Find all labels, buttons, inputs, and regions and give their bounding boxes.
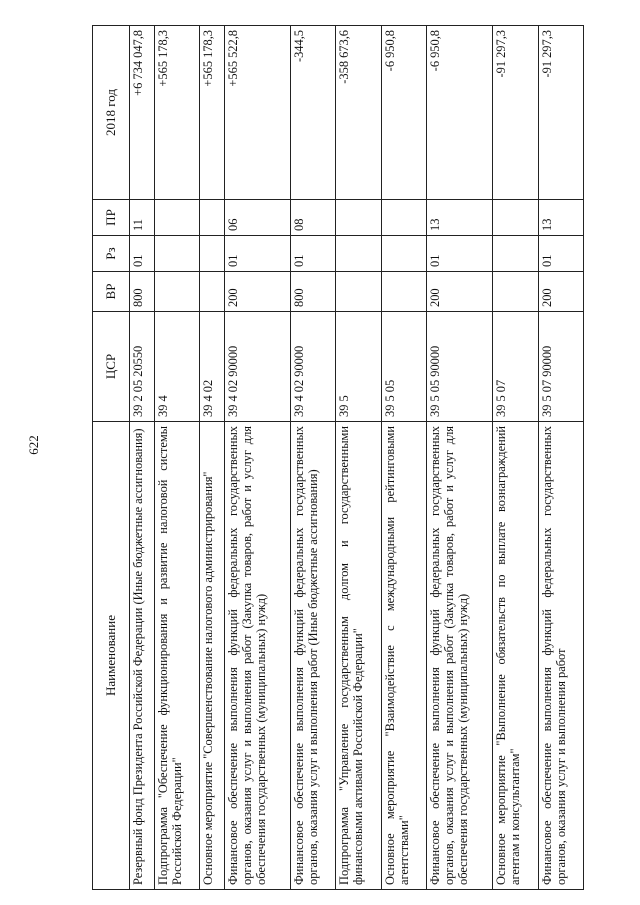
- row-csr: 39 5 05 90000: [427, 312, 493, 422]
- row-rz: 01: [538, 236, 583, 272]
- row-vr: 800: [130, 272, 155, 312]
- row-rz: [336, 236, 381, 272]
- row-amount: +565 178,3: [154, 26, 199, 200]
- row-csr: 39 5 07: [493, 312, 538, 422]
- header-csr: ЦСР: [93, 312, 130, 422]
- table-row: [225, 26, 291, 890]
- row-csr: 39 5 07 90000: [538, 312, 583, 422]
- row-rz: 01: [427, 236, 493, 272]
- row-pr: 13: [427, 200, 493, 236]
- row-vr: [200, 272, 225, 312]
- row-pr: 13: [538, 200, 583, 236]
- row-pr: [154, 200, 199, 236]
- page-number: 622: [26, 435, 41, 455]
- row-rz: 01: [225, 236, 291, 272]
- row-csr: 39 4 02 90000: [225, 312, 291, 422]
- row-vr: 200: [538, 272, 583, 312]
- table-row: [200, 26, 225, 890]
- row-csr: 39 5: [336, 312, 381, 422]
- row-name: Основное мероприятие "Взаимодействие с международными рейтинговыми агентствами": [381, 422, 426, 890]
- row-pr: 08: [291, 200, 336, 236]
- row-amount: -6 950,8: [427, 26, 493, 200]
- header-name: Наименование: [93, 422, 130, 890]
- row-pr: [200, 200, 225, 236]
- table-row: [427, 26, 493, 890]
- row-csr: 39 4 02 90000: [291, 312, 336, 422]
- row-name: Подпрограмма "Обеспечение функционирования и развитие налоговой системы Российской Федерации": [154, 422, 199, 890]
- table-row: [154, 26, 199, 890]
- row-name: Подпрограмма "Управление государственным долгом и государственными финансовыми активами Российской Федерации": [336, 422, 381, 890]
- row-pr: [493, 200, 538, 236]
- row-vr: [381, 272, 426, 312]
- row-name: Основное мероприятие "Совершенствование налогового администрирования": [200, 422, 225, 890]
- row-vr: 800: [291, 272, 336, 312]
- table-row: [291, 26, 336, 890]
- row-pr: [381, 200, 426, 236]
- table-row: [538, 26, 583, 890]
- row-amount: +565 522,8: [225, 26, 291, 200]
- row-amount: -91 297,3: [493, 26, 538, 200]
- row-name: Финансовое обеспечение выполнения функций федеральных государственных органов, оказания услуг и выполнения работ (Иные бюджетные ассигнования): [291, 422, 336, 890]
- table-row: [493, 26, 538, 890]
- header-year: 2018 год: [93, 26, 130, 200]
- row-csr: 39 2 05 20550: [130, 312, 155, 422]
- row-csr: 39 4 02: [200, 312, 225, 422]
- row-csr: 39 5 05: [381, 312, 426, 422]
- row-csr: 39 4: [154, 312, 199, 422]
- row-name: Резервный фонд Президента Российской Федерации (Иные бюджетные ассигнования): [130, 422, 155, 890]
- row-name: Финансовое обеспечение выполнения функций федеральных государственных органов, оказания услуг и выполнения работ: [538, 422, 583, 890]
- row-vr: 200: [427, 272, 493, 312]
- row-amount: -6 950,8: [381, 26, 426, 200]
- table-header-row: [93, 26, 130, 890]
- row-amount: +6 734 047,8: [130, 26, 155, 200]
- row-pr: [336, 200, 381, 236]
- row-vr: [336, 272, 381, 312]
- budget-table: [92, 25, 584, 890]
- row-vr: [154, 272, 199, 312]
- row-amount: -358 673,6: [336, 26, 381, 200]
- header-rz: Рз: [93, 236, 130, 272]
- row-vr: 200: [225, 272, 291, 312]
- table-row: [336, 26, 381, 890]
- row-vr: [493, 272, 538, 312]
- row-rz: [381, 236, 426, 272]
- header-vr: ВР: [93, 272, 130, 312]
- table-row: [130, 26, 155, 890]
- row-rz: [493, 236, 538, 272]
- row-amount: +565 178,3: [200, 26, 225, 200]
- row-amount: -91 297,3: [538, 26, 583, 200]
- header-pr: ПР: [93, 200, 130, 236]
- row-rz: 01: [130, 236, 155, 272]
- row-name: Финансовое обеспечение выполнения функций федеральных государственных органов, оказания услуг и выполнения работ (Закупка товаров, работ и услуг для обеспечения государственных (муниципальных) нужд): [225, 422, 291, 890]
- row-rz: [154, 236, 199, 272]
- row-pr: 11: [130, 200, 155, 236]
- row-pr: 06: [225, 200, 291, 236]
- rotated-table-container: [92, 26, 584, 890]
- row-amount: -344,5: [291, 26, 336, 200]
- table-row: [381, 26, 426, 890]
- row-name: Финансовое обеспечение выполнения функций федеральных государственных органов, оказания услуг и выполнения работ (Закупка товаров, работ и услуг для обеспечения государственных (муниципальных) нужд): [427, 422, 493, 890]
- row-name: Основное мероприятие "Выполнение обязательств по выплате вознаграждений агентам и консультантам": [493, 422, 538, 890]
- row-rz: 01: [291, 236, 336, 272]
- row-rz: [200, 236, 225, 272]
